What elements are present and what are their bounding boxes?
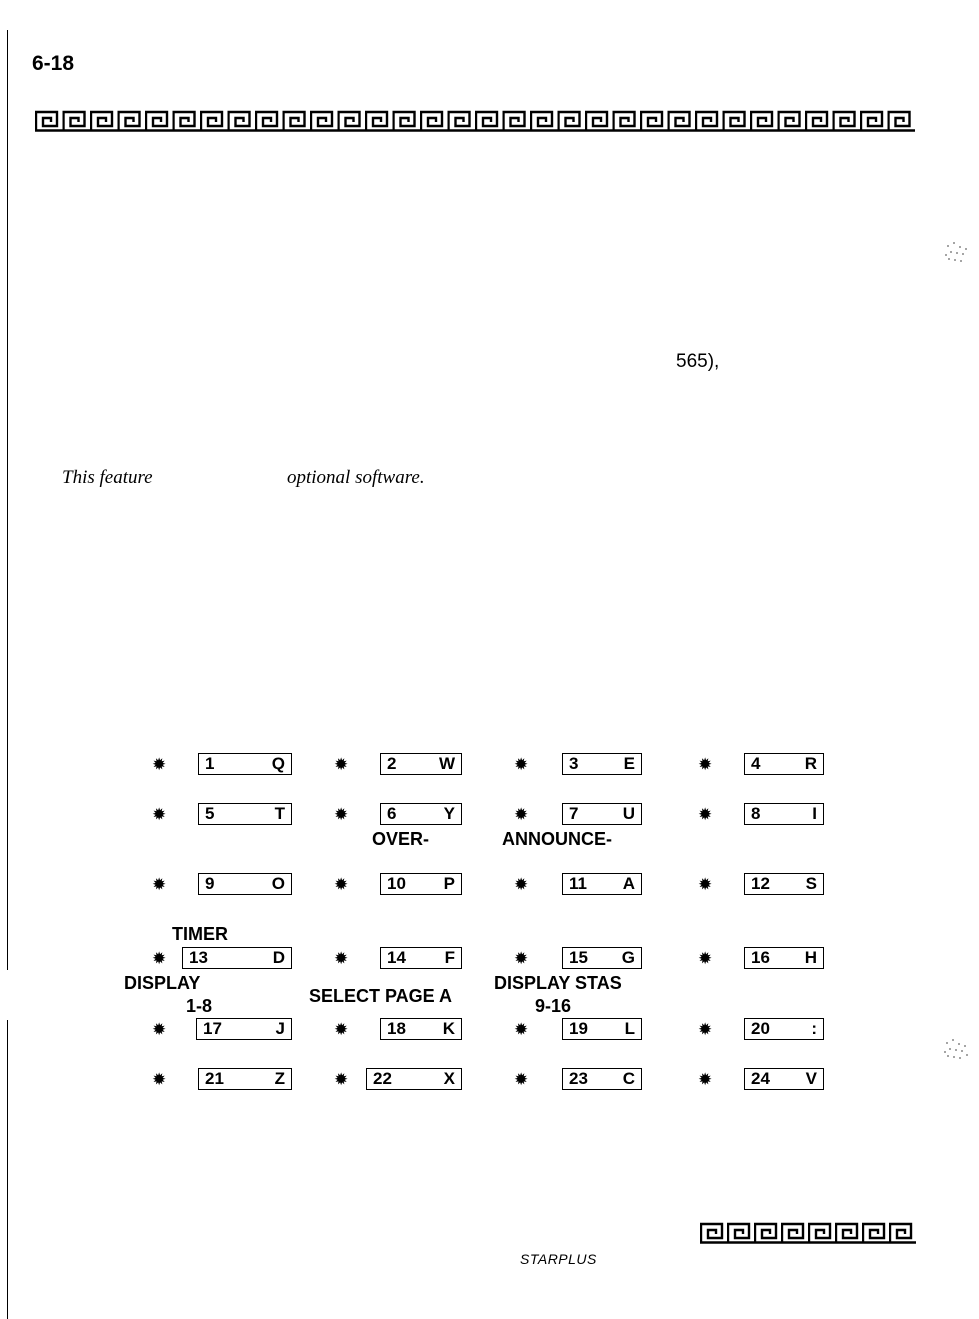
key-letter: U <box>622 804 635 823</box>
key-number: 19 <box>569 1019 588 1038</box>
key-number: 14 <box>387 948 406 967</box>
key-letter: S <box>805 874 817 893</box>
keypad-row <box>0 1018 979 1046</box>
key-box <box>182 947 292 969</box>
reference-number: 565), <box>676 351 720 372</box>
key-letter: : <box>811 1019 817 1038</box>
key-letter: D <box>272 948 285 967</box>
key-letter: Y <box>443 804 455 823</box>
key-box <box>744 947 824 969</box>
key-letter: F <box>444 948 455 967</box>
key-box <box>196 1018 292 1040</box>
feature-note-end: optional software. <box>287 467 425 488</box>
key-number: 11 <box>569 874 587 893</box>
key-box <box>380 873 462 895</box>
key-1[interactable] <box>152 753 292 777</box>
key-number: 24 <box>751 1069 770 1088</box>
key-label-timer: TIMER <box>172 924 228 944</box>
star-icon: ✹ <box>514 1070 529 1089</box>
key-letter: C <box>622 1069 635 1088</box>
key-17[interactable] <box>152 1018 292 1042</box>
key-number: 23 <box>569 1069 588 1088</box>
star-icon: ✹ <box>152 755 167 774</box>
key-number: 2 <box>387 754 397 773</box>
key-10[interactable] <box>334 873 464 897</box>
key-box <box>198 1068 292 1090</box>
key-number: 10 <box>387 874 406 893</box>
key-letter: E <box>623 754 635 773</box>
key-box <box>744 1068 824 1090</box>
key-letter: A <box>622 874 635 893</box>
key-7[interactable] <box>514 803 644 827</box>
key-number: 7 <box>569 804 579 823</box>
key-9[interactable] <box>152 873 292 897</box>
key-box <box>198 873 292 895</box>
star-icon: ✹ <box>514 755 529 774</box>
keypad-row <box>0 803 979 831</box>
key-label-over: OVER- <box>372 829 430 849</box>
greek-key-border-top <box>35 110 915 132</box>
key-4[interactable] <box>698 753 828 777</box>
star-icon: ✹ <box>698 875 713 894</box>
key-18[interactable] <box>334 1018 464 1042</box>
key-2[interactable] <box>334 753 464 777</box>
key-number: 9 <box>205 874 215 893</box>
key-14[interactable] <box>334 947 464 971</box>
key-15[interactable] <box>514 947 644 971</box>
star-icon: ✹ <box>334 755 349 774</box>
star-icon: ✹ <box>152 875 167 894</box>
key-number: 4 <box>751 754 761 773</box>
key-box <box>380 947 462 969</box>
keypad-row <box>0 753 979 781</box>
key-number: 1 <box>205 754 215 773</box>
star-icon: ✹ <box>152 1070 167 1089</box>
key-number: 16 <box>751 948 770 967</box>
key-letter: P <box>443 874 455 893</box>
star-icon: ✹ <box>514 805 529 824</box>
key-box <box>562 1068 642 1090</box>
key-box <box>744 803 824 825</box>
key-box <box>366 1068 462 1090</box>
key-label-announce: ANNOUNCE- <box>502 829 612 849</box>
star-icon: ✹ <box>514 875 529 894</box>
key-number: 8 <box>751 804 761 823</box>
key-22[interactable] <box>334 1068 464 1092</box>
scan-speck-upper <box>942 238 972 268</box>
keypad-row <box>0 873 979 901</box>
key-letter: I <box>812 804 817 823</box>
key-23[interactable] <box>514 1068 644 1092</box>
key-letter: V <box>805 1069 817 1088</box>
key-label-range-1-8: 1-8 <box>186 996 213 1016</box>
key-letter: Q <box>271 754 285 773</box>
key-letter: G <box>621 948 635 967</box>
key-label-range-9-16: 9-16 <box>535 996 572 1016</box>
star-icon: ✹ <box>334 1070 349 1089</box>
key-12[interactable] <box>698 873 828 897</box>
key-box <box>562 1018 642 1040</box>
star-icon: ✹ <box>334 949 349 968</box>
star-icon: ✹ <box>698 1020 713 1039</box>
star-icon: ✹ <box>152 949 167 968</box>
key-box <box>380 753 462 775</box>
key-number: 5 <box>205 804 215 823</box>
key-number: 12 <box>751 874 770 893</box>
key-letter: R <box>804 754 817 773</box>
key-box <box>744 873 824 895</box>
key-6[interactable] <box>334 803 464 827</box>
key-label-display-1-8: DISPLAY <box>124 973 201 993</box>
star-icon: ✹ <box>698 805 713 824</box>
star-icon: ✹ <box>152 805 167 824</box>
key-box <box>562 873 642 895</box>
star-icon: ✹ <box>698 949 713 968</box>
key-number: 17 <box>203 1019 222 1038</box>
key-20[interactable] <box>698 1018 828 1042</box>
key-box <box>380 1018 462 1040</box>
key-letter: K <box>442 1019 455 1038</box>
key-box <box>198 803 292 825</box>
key-number: 18 <box>387 1019 406 1038</box>
star-icon: ✹ <box>514 1020 529 1039</box>
key-box <box>744 753 824 775</box>
greek-key-border-bottom <box>700 1222 916 1244</box>
key-5[interactable] <box>152 803 292 827</box>
star-icon: ✹ <box>698 755 713 774</box>
star-icon: ✹ <box>334 1020 349 1039</box>
key-number: 13 <box>189 948 208 967</box>
page-number: 6-18 <box>32 52 75 75</box>
key-letter: X <box>443 1069 455 1088</box>
key-box <box>562 803 642 825</box>
key-box <box>744 1018 824 1040</box>
key-number: 6 <box>387 804 397 823</box>
star-icon: ✹ <box>334 805 349 824</box>
key-number: 22 <box>373 1069 392 1088</box>
key-letter: H <box>804 948 817 967</box>
keypad-row <box>0 1068 979 1096</box>
key-letter: O <box>271 874 285 893</box>
footer-brand: STARPLUS <box>520 1251 597 1267</box>
key-number: 3 <box>569 754 579 773</box>
star-icon: ✹ <box>698 1070 713 1089</box>
key-11[interactable] <box>514 873 644 897</box>
key-box <box>380 803 462 825</box>
key-letter: J <box>275 1019 285 1038</box>
key-label-select-page-a: SELECT PAGE A <box>309 986 453 1006</box>
key-letter: Z <box>274 1069 285 1088</box>
key-21[interactable] <box>152 1068 292 1092</box>
key-letter: L <box>624 1019 635 1038</box>
key-box <box>562 753 642 775</box>
key-16[interactable] <box>698 947 828 971</box>
key-13[interactable] <box>152 947 292 971</box>
left-edge-line-bottom <box>7 1020 8 1319</box>
star-icon: ✹ <box>152 1020 167 1039</box>
key-number: 15 <box>569 948 588 967</box>
key-letter: T <box>274 804 285 823</box>
keypad-row <box>0 947 979 975</box>
key-number: 20 <box>751 1019 770 1038</box>
key-box <box>562 947 642 969</box>
feature-note-start: This feature <box>62 467 153 488</box>
star-icon: ✹ <box>334 875 349 894</box>
key-19[interactable] <box>514 1018 644 1042</box>
key-box <box>198 753 292 775</box>
key-3[interactable] <box>514 753 644 777</box>
key-24[interactable] <box>698 1068 828 1092</box>
key-8[interactable] <box>698 803 828 827</box>
star-icon: ✹ <box>514 949 529 968</box>
key-number: 21 <box>205 1069 224 1088</box>
key-label-display-stas: DISPLAY STAS <box>494 973 622 993</box>
key-letter: W <box>438 754 455 773</box>
